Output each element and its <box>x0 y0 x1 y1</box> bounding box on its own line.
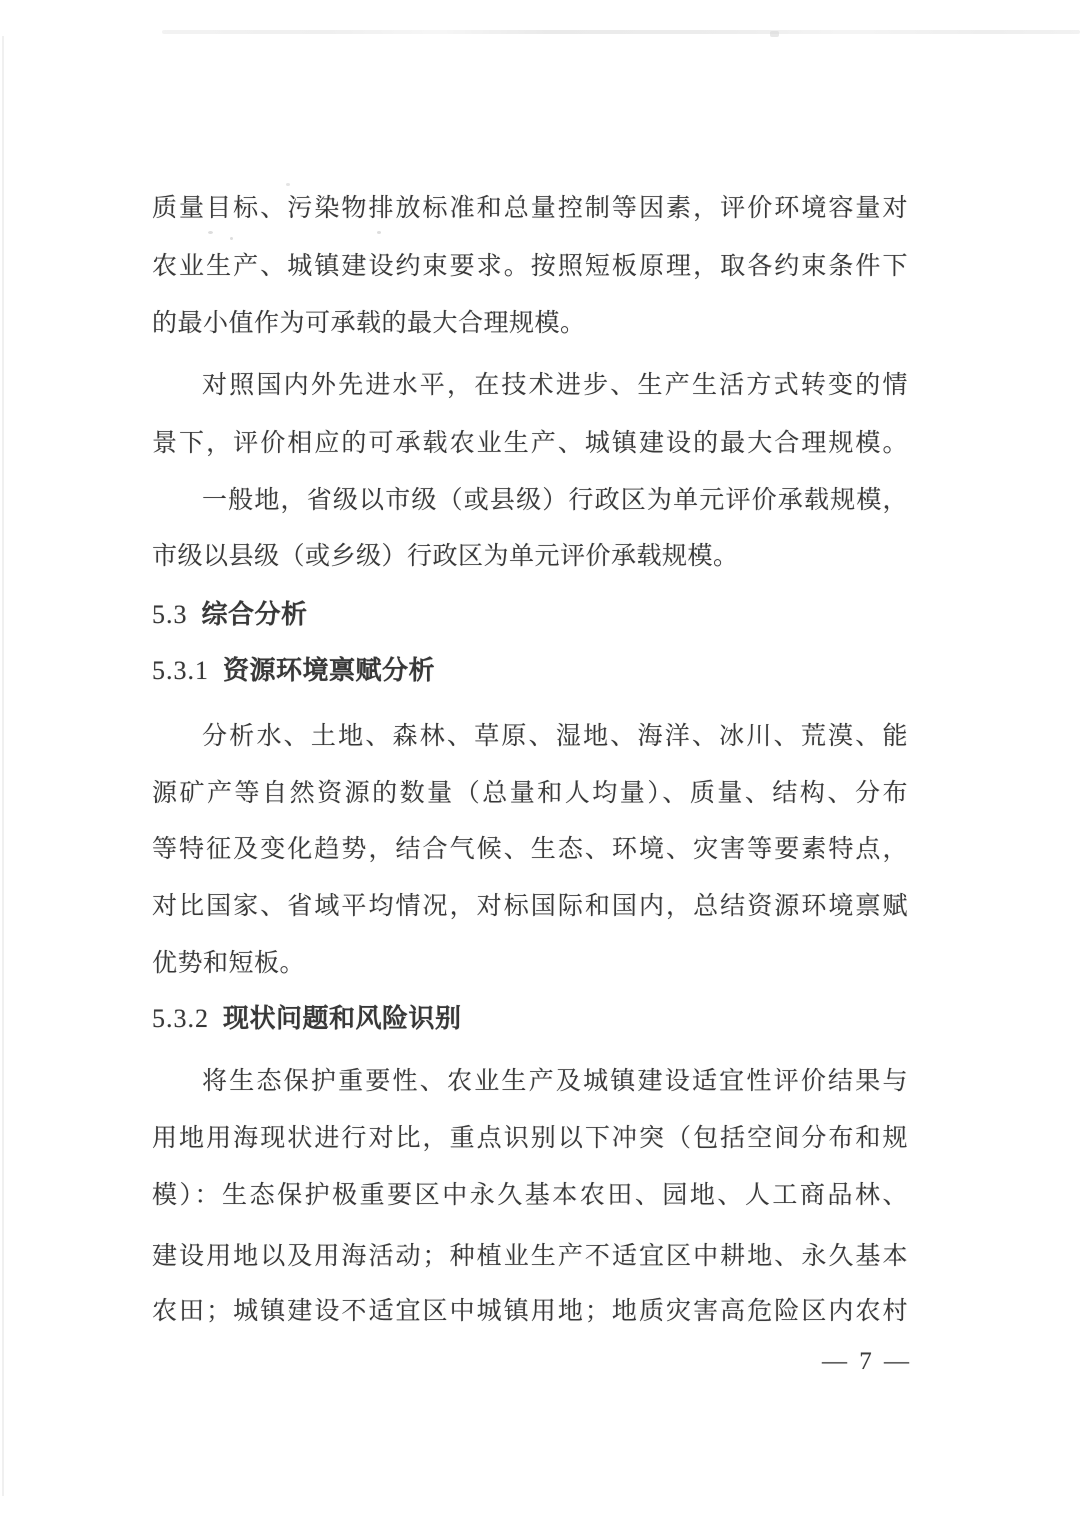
scan-speck <box>377 231 381 234</box>
body-line: 的最小值作为可承载的最大合理规模。 <box>152 310 586 337</box>
scan-artifact-left-edge <box>2 36 4 1496</box>
body-line: 模）：生态保护极重要区中永久基本农田、园地、人工商品林、 <box>152 1182 908 1209</box>
section-number: 5.3 <box>152 600 188 629</box>
section-title: 资源环境禀赋分析 <box>223 655 436 685</box>
page-number: — 7 — <box>822 1348 912 1375</box>
body-line: 对照国内外先进水平，在技术进步、生产生活方式转变的情 <box>202 372 908 399</box>
section-heading-5-3-1 <box>152 652 908 689</box>
section-number: 5.3.1 <box>152 656 209 685</box>
body-line: 优势和短板。 <box>152 950 306 977</box>
scan-speck <box>230 237 233 240</box>
section-heading-5-3-2 <box>152 1000 908 1037</box>
body-line: 等特征及变化趋势，结合气候、生态、环境、灾害等要素特点， <box>152 836 908 863</box>
section-title: 现状问题和风险识别 <box>223 1003 462 1033</box>
body-line: 用地用海现状进行对比，重点识别以下冲突（包括空间分布和规 <box>152 1125 908 1152</box>
body-line: 将生态保护重要性、农业生产及城镇建设适宜性评价结果与 <box>202 1068 908 1095</box>
body-line: 农田；城镇建设不适宜区中城镇用地；地质灾害高危险区内农村 <box>152 1298 908 1325</box>
body-line: 一般地，省级以市级（或县级）行政区为单元评价承载规模， <box>202 487 908 514</box>
section-title: 综合分析 <box>201 599 308 629</box>
scan-speck <box>770 31 779 37</box>
body-line: 建设用地以及用海活动；种植业生产不适宜区中耕地、永久基本 <box>152 1243 908 1270</box>
body-line: 市级以县级（或乡级）行政区为单元评价承载规模。 <box>152 543 739 570</box>
section-heading-5-3 <box>152 596 908 633</box>
body-line: 分析水、土地、森林、草原、湿地、海洋、冰川、荒漠、能 <box>202 723 908 750</box>
scan-speck <box>208 231 213 234</box>
body-line: 农业生产、城镇建设约束要求。按照短板原理，取各约束条件下 <box>152 253 908 280</box>
body-line: 对比国家、省域平均情况，对标国际和国内，总结资源环境禀赋 <box>152 893 908 920</box>
section-number: 5.3.2 <box>152 1004 209 1033</box>
body-line: 源矿产等自然资源的数量（总量和人均量）、质量、结构、分布 <box>152 780 908 807</box>
scan-speck <box>286 183 290 186</box>
body-line: 景下，评价相应的可承载农业生产、城镇建设的最大合理规模。 <box>152 430 908 457</box>
body-line: 质量目标、污染物排放标准和总量控制等因素，评价环境容量对 <box>152 195 908 222</box>
scan-artifact-top-streak <box>162 30 1080 34</box>
